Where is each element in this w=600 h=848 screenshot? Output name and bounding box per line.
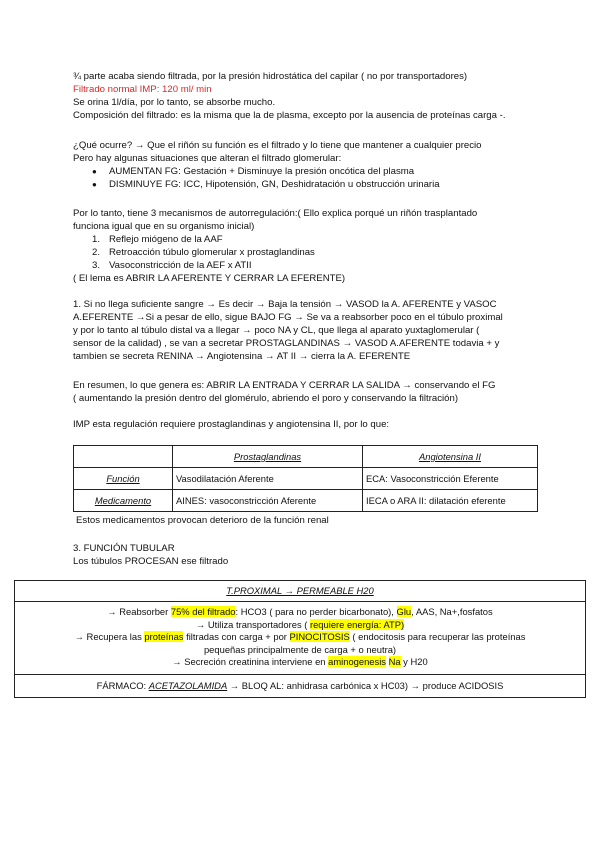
table-header-cell: [74, 446, 173, 468]
text-line: ( El lema es ABRIR LA AFERENTE Y CERRAR LA EFERENTE): [73, 273, 346, 284]
text-span: → Utiliza transportadores (: [195, 618, 310, 630]
list-item: [73, 178, 543, 191]
comparison-table: [73, 445, 538, 512]
table-cell: IECA o ARA II: dilatación eferente: [363, 490, 538, 512]
text-span: FÁRMACO:: [96, 679, 149, 691]
text-line: En resumen, lo que genera es: ABRIR LA ENTRADA Y CERRAR LA SALIDA → conservando el FG: [73, 380, 496, 391]
paragraph-imp: [73, 418, 543, 431]
list-item: [73, 165, 543, 178]
highlighted-text: proteínas: [144, 631, 184, 642]
text-line: Pero hay algunas situaciones que alteran el filtrado glomerular:: [73, 153, 342, 164]
list-item-text: Vasoconstricción de la AEF x ATII: [109, 260, 252, 271]
proximal-tubule-box: [14, 580, 586, 698]
paragraph-summary: [73, 379, 543, 405]
table-note: [76, 514, 546, 527]
text-line: ¿Qué ocurre? → Que el riñón su función es el filtrado y lo tiene que mantener a cualquier precio: [73, 140, 482, 151]
text-span: → Reabsorber: [107, 606, 171, 617]
drug-name: ACETAZOLAMIDA: [148, 679, 228, 691]
paragraph-low-blood: [73, 298, 543, 363]
list-number: 1.: [92, 234, 101, 245]
text-line: IMP esta regulación requiere prostaglandinas y angiotensina II, por lo que:: [73, 419, 390, 430]
list-item: [73, 259, 543, 272]
text-line: ¾ parte acaba siendo filtrada, por la presión hidrostática del capilar ( no por transportadores): [73, 71, 468, 82]
paragraph-what-happens: [73, 139, 543, 191]
table-row: [74, 468, 538, 490]
paragraph-filtration: [73, 70, 543, 122]
text-span: ( endocitosis para recuperar las proteínas: [349, 631, 526, 642]
text-line: [21, 631, 579, 644]
section-tubular-function: [73, 542, 543, 568]
text-line: funciona igual que en su organismo inicial): [73, 221, 255, 232]
list-item: [73, 246, 543, 259]
text-line: Por lo tanto, tiene 3 mecanismos de autorregulación:( Ello explica porqué un riñón trasplantado: [73, 208, 478, 219]
highlighted-text: 75% del filtrado: [170, 606, 236, 617]
text-span: → BLOQ AL: anhidrasa carbónica x HC03) → produce ACIDOSIS: [227, 679, 504, 691]
highlighted-text: Glu: [396, 606, 412, 617]
text-line: Se orina 1l/día, por lo tanto, se absorbe mucho.: [73, 97, 276, 108]
list-number: 3.: [92, 260, 101, 271]
list-number: 2.: [92, 247, 101, 258]
text-span: filtradas con carga + por: [183, 631, 290, 642]
text-line-highlight-red: Filtrado normal IMP: 120 ml/ min: [73, 84, 212, 95]
table-row: [74, 490, 538, 512]
text-line: Los túbulos PROCESAN ese filtrado: [73, 556, 229, 567]
list-item: [73, 233, 543, 246]
text-line: sensor de la calidad) , se van a secretar PROSTAGLANDINAS → VASOD A.AFERENTE todavia + y: [73, 338, 500, 349]
table-header-cell: Angiotensina II: [363, 446, 538, 468]
table-cell: AINES: vasoconstricción Aferente: [173, 490, 363, 512]
highlighted-text: Na: [388, 656, 401, 667]
table-header-cell: Prostaglandinas: [173, 446, 363, 468]
text-span: y H20: [400, 656, 428, 667]
text-span: → Recupera las: [74, 631, 145, 642]
text-line: tambien se secreta RENINA → Angiotensina → AT II → cierra la A. EFERENTE: [73, 351, 411, 362]
text-line: [21, 619, 579, 632]
text-line: ( aumentando la presión dentro del glomérulo, abriendo el poro y conservando la filtración): [73, 393, 459, 404]
list-item-text: Reflejo miógeno de la AAF: [109, 234, 223, 245]
text-line: Composición del filtrado: es la misma que la de plasma, excepto por la ausencia de proteínas carga -.: [73, 110, 506, 121]
table-header-row: [74, 446, 538, 468]
bullet-icon: ●: [92, 167, 97, 176]
text-span: : HCO3 ( para no perder bicarbonato),: [235, 606, 397, 617]
table-cell-label: Función: [74, 468, 173, 490]
section-title: 3. FUNCIÓN TUBULAR: [73, 543, 175, 554]
list-item-text: DISMINUYE FG: ICC, Hipotensión, GN, Deshidratación u obstrucción urinaria: [109, 179, 440, 190]
text-line: Estos medicamentos provocan deterioro de la función renal: [76, 515, 329, 526]
text-line: [21, 606, 579, 619]
box-content: [15, 602, 585, 675]
highlighted-text: PINOCITOSIS: [289, 631, 350, 642]
text-line: A.EFERENTE →Si a pesar de ello, sigue BAJO FG → Se va a reabsorber poco en el túbulo proximal: [73, 312, 503, 323]
table-cell: ECA: Vasoconstricción Eferente: [363, 468, 538, 490]
text-line: y por lo tanto al túbulo distal va a llegar → poco NA y CL, que llega al aparato yuxtaglomerular (: [73, 325, 480, 336]
highlighted-text: aminogenesis: [328, 656, 386, 667]
bullet-icon: ●: [92, 180, 97, 189]
box-title: T.PROXIMAL → PERMEABLE H20: [15, 581, 585, 602]
table-cell: Vasodilatación Aferente: [173, 468, 363, 490]
text-span: , AAS, Na+,fosfatos: [411, 606, 493, 617]
highlighted-text: requiere energía: ATP): [309, 618, 405, 630]
paragraph-autoregulation: [73, 207, 543, 285]
box-pharma-row: [15, 675, 585, 697]
text-line: pequeñas principalmente de carga + o neutra): [203, 643, 397, 655]
list-item-text: Retroacción túbulo glomerular x prostaglandinas: [109, 247, 315, 258]
text-line: 1. Si no llega suficiente sangre → Es decir → Baja la tensión → VASOD la A. AFERENTE y VASOC: [73, 299, 497, 310]
list-item-text: AUMENTAN FG: Gestación + Disminuye la presión oncótica del plasma: [109, 166, 415, 177]
table-cell-label: Medicamento: [74, 490, 173, 512]
text-span: → Secreción creatinina interviene en: [172, 656, 329, 667]
text-line: [21, 656, 579, 669]
